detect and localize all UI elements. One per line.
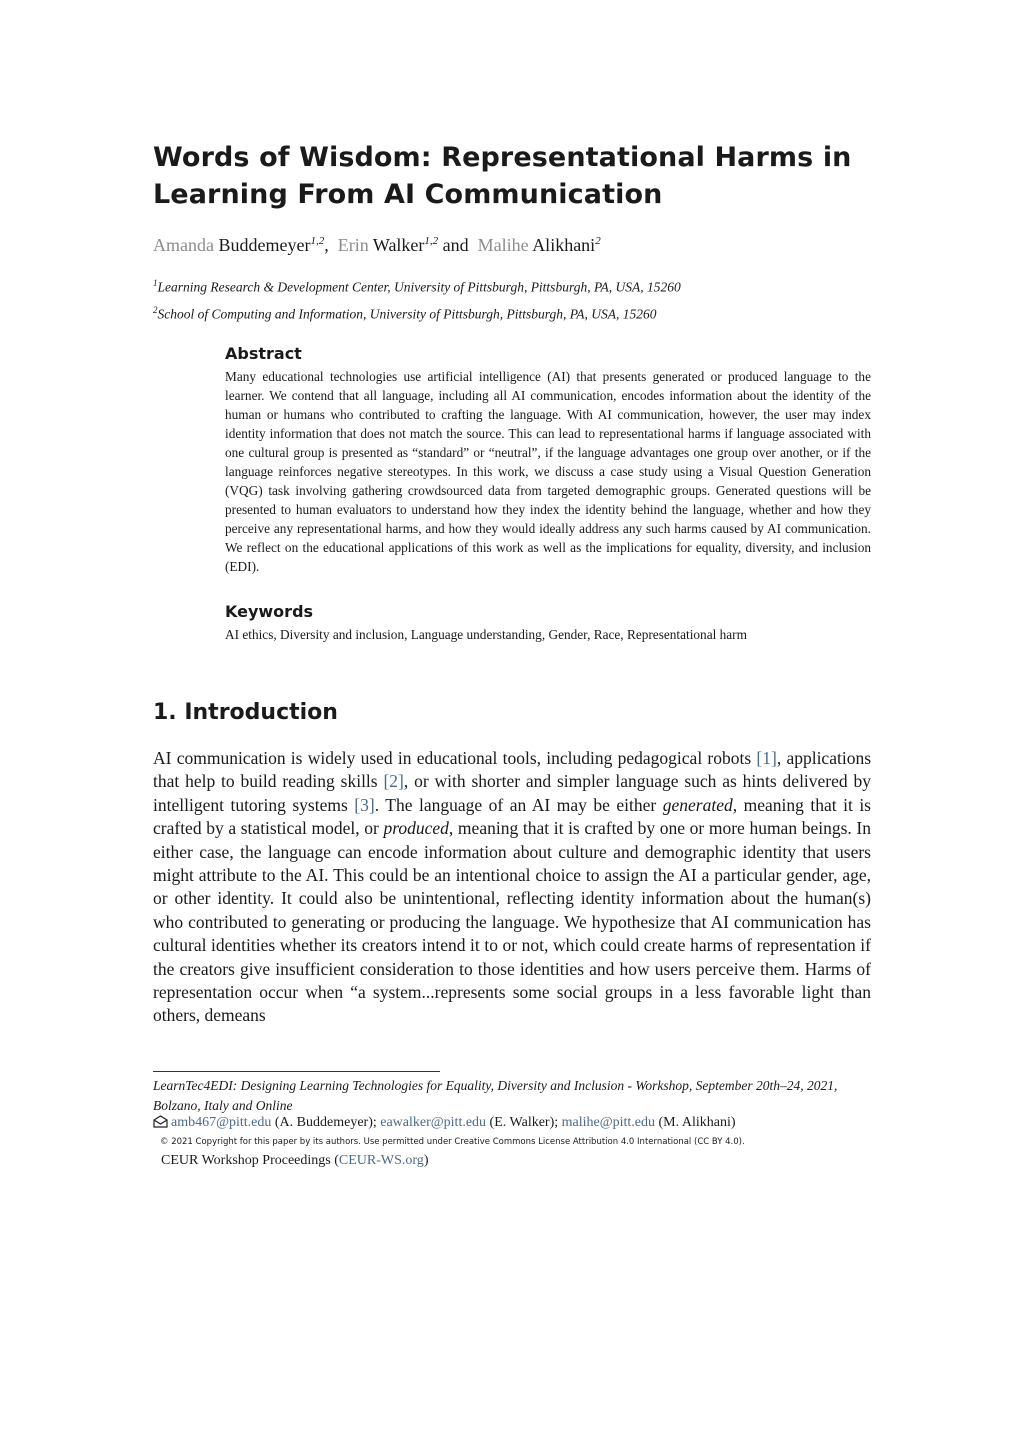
citation-link[interactable]: [2] (383, 771, 404, 792)
author-affil-mark: 1,2 (424, 235, 439, 247)
author-family-name: Buddemeyer (218, 235, 311, 255)
author-family-name: Walker (372, 235, 425, 255)
author-separator: , (324, 235, 329, 255)
copyright-notice: © 2021 Copyright for this paper by its authors. Use permitted under Creative Commons License Attribution 4.0 International (CC BY 4.0). (160, 1137, 745, 1147)
body-text: , applications that help to build reading skills (153, 748, 872, 792)
emphasis-text: generated (662, 794, 733, 815)
author-given-name: Malihe (477, 235, 529, 255)
keywords-heading: Keywords (225, 602, 314, 621)
email-link[interactable]: amb467@pitt.edu (171, 1115, 272, 1130)
body-text: . The language of an AI may be either (374, 794, 663, 815)
author-family-name: Alikhani (532, 235, 596, 255)
author-given-name: Erin (337, 235, 369, 255)
ceur-proceedings (161, 1151, 879, 1171)
citation-link[interactable]: [1] (756, 748, 777, 768)
introduction-paragraph (153, 747, 871, 1028)
body-text: AI communication is widely used in educational tools, including pedagogical robots (153, 748, 757, 768)
email-owner: (A. Buddemeyer); (274, 1115, 377, 1130)
paper-title: Words of Wisdom: Representational Harms in Learning From AI Communication (153, 142, 852, 210)
affiliation-list (153, 272, 871, 325)
body-text: , meaning that it is crafted by one or more human beings. In either case, the language can encode information about culture and demographic identity that users might attribute to the AI. This could be an intentional choice to assign the AI a particular gender, age, or other identity. It could also be unintentional, reflecting identity information about the human(s) who contributed to generating or producing the language. We hypothesize that AI communication has cultural identities whether its creators intend it to or not, which could create harms of representation if the creators give insufficient consideration to those identities and how users perceive them. Harms of representation occur when “a system...represents some social groups in a less favorable light than others, demeans (153, 818, 871, 1026)
footnote-divider (153, 1071, 440, 1072)
envelope-icon (153, 1115, 168, 1135)
author-list (153, 228, 871, 258)
body-text: , or with shorter and simpler language such as hints delivered by intelligent tutoring systems (153, 771, 871, 815)
affiliation-text: School of Computing and Information, University of Pittsburgh, Pittsburgh, PA, USA, 15260 (157, 306, 657, 321)
footnote-venue: LearnTec4EDI: Designing Learning Technologies for Equality, Diversity and Inclusion - Workshop, September 20th–24, 2021, Bolzano, Italy and Online (153, 1078, 838, 1113)
affiliation-text: Learning Research & Development Center, University of Pittsburgh, Pittsburgh, PA, USA, 15260 (157, 279, 681, 295)
footnote-emails (153, 1113, 871, 1135)
ceur-text: ) (423, 1153, 429, 1168)
email-owner: (M. Alikhani) (658, 1115, 736, 1130)
ceur-link[interactable]: CEUR-WS.org (338, 1153, 424, 1168)
author-affil-mark: 2 (595, 235, 601, 247)
affiliation-number: 2 (153, 304, 158, 315)
emphasis-text: produced (383, 818, 449, 839)
affiliation-number: 1 (153, 278, 158, 288)
email-link[interactable]: malihe@pitt.edu (561, 1115, 656, 1130)
keywords-text: AI ethics, Diversity and inclusion, Language understanding, Gender, Race, Representational harm (225, 627, 747, 642)
email-owner: (E. Walker); (489, 1115, 559, 1130)
author-given-name: Amanda (153, 235, 214, 255)
abstract-text: Many educational technologies use artificial intelligence (AI) that presents generated or produced language to the learner. We contend that all language, including all AI communication, encodes information about the identity of the human or humans who contributed to crafting the language. With AI communication, however, the user may index identity information that does not match the source. This can lead to representational harms if language associated with one cultural group is presented as “standard” or “neutral”, if the language advantages one group over another, or if the language reinforces negative stereotypes. In this work, we discuss a case study using a Visual Question Generation (VQG) task involving gathering crowdsourced data from targeted demographic groups. Generated questions will be presented to human evaluators to understand how they index the identity behind the language, whether and how they perceive any representational harms, and how they would ideally address any such harms caused by AI communication. We reflect on the educational applications of this work as well as the implications for equality, diversity, and inclusion (EDI). (225, 369, 871, 574)
author-separator: and (442, 235, 469, 255)
citation-link[interactable]: [3] (354, 794, 375, 815)
author-affil-mark: 1,2 (310, 235, 325, 247)
affiliation-item (153, 299, 871, 326)
section-heading-introduction: 1. Introduction (153, 700, 338, 725)
email-link[interactable]: eawalker@pitt.edu (380, 1115, 487, 1130)
affiliation-item (153, 272, 871, 299)
ceur-text: CEUR Workshop Proceedings ( (161, 1153, 339, 1168)
body-text: , meaning that it is crafted by a statistical model, or (153, 794, 871, 839)
abstract-heading: Abstract (225, 344, 302, 363)
